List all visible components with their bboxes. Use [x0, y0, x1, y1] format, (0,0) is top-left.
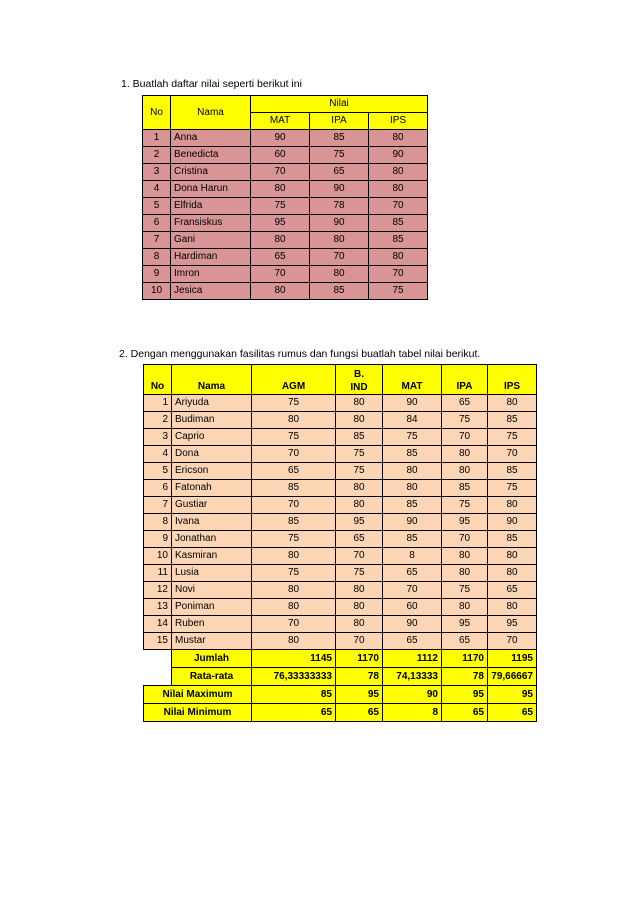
table-row: [144, 412, 537, 429]
cell-ips: 65: [488, 582, 537, 599]
cell-no: 5: [143, 198, 171, 215]
cell-mat: 75: [383, 429, 442, 446]
summary-mat: 8: [383, 704, 442, 722]
summary-agm: 85: [252, 686, 336, 704]
cell-bind: 70: [336, 548, 383, 565]
summary-mat: 1112: [383, 650, 442, 668]
col-header-agm: AGM: [252, 365, 336, 395]
cell-mat: 90: [383, 616, 442, 633]
summary-spacer: [144, 650, 172, 668]
table-row: [143, 249, 428, 266]
summary-agm: 76,33333333: [252, 668, 336, 686]
cell-ips: 80: [488, 565, 537, 582]
cell-bind: 80: [336, 412, 383, 429]
cell-agm: 70: [252, 446, 336, 463]
cell-mat: 85: [383, 497, 442, 514]
grades-table-1: [142, 95, 428, 300]
cell-bind: 80: [336, 497, 383, 514]
cell-ips: 80: [488, 548, 537, 565]
cell-ipa: 65: [310, 164, 369, 181]
cell-nama: Ivana: [172, 514, 252, 531]
cell-ips: 70: [488, 633, 537, 650]
cell-ipa: 80: [442, 446, 488, 463]
cell-ipa: 80: [442, 548, 488, 565]
table-row: [144, 429, 537, 446]
cell-mat: 90: [383, 514, 442, 531]
cell-no: 13: [144, 599, 172, 616]
cell-ipa: 85: [442, 480, 488, 497]
cell-ipa: 80: [442, 463, 488, 480]
summary-label: Nilai Minimum: [144, 704, 252, 722]
cell-bind: 70: [336, 633, 383, 650]
cell-ips: 85: [488, 531, 537, 548]
cell-nama: Poniman: [172, 599, 252, 616]
table-row: [144, 514, 537, 531]
cell-nama: Dona Harun: [171, 181, 251, 198]
cell-no: 4: [143, 181, 171, 198]
col-header-ipa: IPA: [310, 113, 369, 130]
table-row: [144, 633, 537, 650]
summary-mat: 90: [383, 686, 442, 704]
cell-bind: 75: [336, 565, 383, 582]
cell-ips: 70: [369, 198, 428, 215]
table-row: [144, 480, 537, 497]
cell-ips: 75: [488, 480, 537, 497]
cell-ipa: 70: [442, 531, 488, 548]
cell-nama: Elfrida: [171, 198, 251, 215]
summary-row: [144, 668, 537, 686]
cell-agm: 85: [252, 480, 336, 497]
cell-agm: 80: [252, 582, 336, 599]
cell-mat: 70: [251, 266, 310, 283]
table-row: [144, 395, 537, 412]
cell-bind: 80: [336, 582, 383, 599]
cell-nama: Dona: [172, 446, 252, 463]
cell-no: 7: [143, 232, 171, 249]
cell-ipa: 80: [442, 565, 488, 582]
cell-mat: 80: [251, 283, 310, 300]
summary-bind: 95: [336, 686, 383, 704]
cell-mat: 95: [251, 215, 310, 232]
cell-mat: 85: [383, 531, 442, 548]
cell-ips: 80: [488, 497, 537, 514]
col-header-bind-line1: B.: [354, 369, 364, 380]
cell-nama: Benedicta: [171, 147, 251, 164]
table-1-body: [143, 130, 428, 300]
cell-mat: 60: [383, 599, 442, 616]
cell-bind: 75: [336, 463, 383, 480]
summary-mat: 74,13333: [383, 668, 442, 686]
cell-nama: Lusia: [172, 565, 252, 582]
cell-no: 10: [143, 283, 171, 300]
col-header-mat: MAT: [251, 113, 310, 130]
cell-mat: 70: [251, 164, 310, 181]
summary-spacer: [144, 668, 172, 686]
cell-nama: Jonathan: [172, 531, 252, 548]
cell-no: 14: [144, 616, 172, 633]
table-row: [143, 164, 428, 181]
cell-agm: 75: [252, 565, 336, 582]
cell-ipa: 78: [310, 198, 369, 215]
cell-agm: 80: [252, 633, 336, 650]
cell-no: 3: [143, 164, 171, 181]
table-row: [144, 531, 537, 548]
cell-ipa: 75: [442, 412, 488, 429]
cell-nama: Hardiman: [171, 249, 251, 266]
summary-label: Rata-rata: [172, 668, 252, 686]
cell-mat: 70: [383, 582, 442, 599]
table-row: [144, 616, 537, 633]
grades-table-2: [143, 364, 537, 722]
cell-bind: 75: [336, 446, 383, 463]
summary-ips: 1195: [488, 650, 537, 668]
cell-ips: 85: [369, 215, 428, 232]
cell-mat: 85: [383, 446, 442, 463]
table-row: [144, 599, 537, 616]
cell-ipa: 80: [442, 599, 488, 616]
cell-ips: 80: [369, 181, 428, 198]
cell-agm: 80: [252, 548, 336, 565]
cell-ipa: 75: [442, 582, 488, 599]
cell-bind: 65: [336, 531, 383, 548]
cell-no: 9: [143, 266, 171, 283]
cell-nama: Jesica: [171, 283, 251, 300]
summary-ipa: 1170: [442, 650, 488, 668]
cell-no: 7: [144, 497, 172, 514]
cell-agm: 80: [252, 412, 336, 429]
col-header-bind-line2: IND: [350, 382, 368, 393]
cell-no: 5: [144, 463, 172, 480]
cell-no: 10: [144, 548, 172, 565]
cell-agm: 75: [252, 429, 336, 446]
cell-nama: Gustiar: [172, 497, 252, 514]
section1-heading: 1. Buatlah daftar nilai seperti berikut ini: [121, 78, 302, 90]
cell-ips: 70: [369, 266, 428, 283]
col-header-mat: MAT: [383, 365, 442, 395]
cell-bind: 95: [336, 514, 383, 531]
cell-bind: 80: [336, 480, 383, 497]
summary-bind: 1170: [336, 650, 383, 668]
table-row: [143, 147, 428, 164]
cell-nama: Budiman: [172, 412, 252, 429]
cell-ipa: 75: [442, 497, 488, 514]
table-row: [143, 181, 428, 198]
cell-nama: Ericson: [172, 463, 252, 480]
summary-ips: 95: [488, 686, 537, 704]
table-row: [143, 232, 428, 249]
cell-bind: 80: [336, 599, 383, 616]
cell-ips: 80: [369, 130, 428, 147]
cell-mat: 80: [251, 181, 310, 198]
cell-agm: 70: [252, 497, 336, 514]
cell-no: 1: [144, 395, 172, 412]
cell-no: 9: [144, 531, 172, 548]
cell-mat: 65: [383, 565, 442, 582]
cell-mat: 84: [383, 412, 442, 429]
cell-nama: Anna: [171, 130, 251, 147]
table-row: [143, 283, 428, 300]
cell-no: 6: [143, 215, 171, 232]
cell-agm: 65: [252, 463, 336, 480]
summary-ips: 65: [488, 704, 537, 722]
cell-mat: 60: [251, 147, 310, 164]
cell-nama: Kasmiran: [172, 548, 252, 565]
cell-bind: 85: [336, 429, 383, 446]
cell-nama: Imron: [171, 266, 251, 283]
cell-ips: 70: [488, 446, 537, 463]
cell-no: 2: [143, 147, 171, 164]
cell-ipa: 90: [310, 181, 369, 198]
summary-agm: 65: [252, 704, 336, 722]
cell-mat: 8: [383, 548, 442, 565]
cell-no: 8: [144, 514, 172, 531]
cell-nama: Novi: [172, 582, 252, 599]
summary-row: [144, 650, 537, 668]
cell-ipa: 95: [442, 616, 488, 633]
cell-ips: 90: [369, 147, 428, 164]
cell-nama: Fransiskus: [171, 215, 251, 232]
cell-agm: 80: [252, 599, 336, 616]
table-row: [144, 446, 537, 463]
summary-bind: 65: [336, 704, 383, 722]
table-row: [144, 463, 537, 480]
cell-ips: 80: [369, 249, 428, 266]
cell-mat: 80: [383, 463, 442, 480]
table-row: [143, 266, 428, 283]
section2-heading: 2. Dengan menggunakan fasilitas rumus dan fungsi buatlah tabel nilai berikut.: [119, 348, 481, 360]
summary-row: [144, 686, 537, 704]
summary-ipa: 65: [442, 704, 488, 722]
cell-nama: Fatonah: [172, 480, 252, 497]
cell-no: 8: [143, 249, 171, 266]
col-header-no: No: [143, 96, 171, 130]
cell-ips: 80: [488, 599, 537, 616]
cell-ips: 75: [369, 283, 428, 300]
cell-ips: 85: [488, 412, 537, 429]
cell-bind: 80: [336, 395, 383, 412]
cell-no: 1: [143, 130, 171, 147]
cell-ips: 85: [369, 232, 428, 249]
cell-nama: Cristina: [171, 164, 251, 181]
cell-mat: 90: [251, 130, 310, 147]
cell-ipa: 70: [442, 429, 488, 446]
cell-nama: Ariyuda: [172, 395, 252, 412]
cell-agm: 75: [252, 395, 336, 412]
summary-ipa: 95: [442, 686, 488, 704]
col-header-ips: IPS: [488, 365, 537, 395]
summary-bind: 78: [336, 668, 383, 686]
summary-label: Nilai Maximum: [144, 686, 252, 704]
col-header-bind: [336, 365, 383, 395]
summary-ips: 79,66667: [488, 668, 537, 686]
cell-ipa: 75: [310, 147, 369, 164]
cell-nama: Mustar: [172, 633, 252, 650]
cell-mat: 90: [383, 395, 442, 412]
summary-row: [144, 704, 537, 722]
col-header-nama: Nama: [171, 96, 251, 130]
cell-no: 3: [144, 429, 172, 446]
cell-ipa: 85: [310, 130, 369, 147]
cell-no: 11: [144, 565, 172, 582]
cell-bind: 80: [336, 616, 383, 633]
cell-no: 15: [144, 633, 172, 650]
table-row: [144, 497, 537, 514]
table-row: [143, 130, 428, 147]
cell-ips: 75: [488, 429, 537, 446]
cell-ipa: 95: [442, 514, 488, 531]
summary-ipa: 78: [442, 668, 488, 686]
cell-ipa: 70: [310, 249, 369, 266]
cell-no: 2: [144, 412, 172, 429]
cell-agm: 85: [252, 514, 336, 531]
summary-agm: 1145: [252, 650, 336, 668]
table-row: [144, 582, 537, 599]
cell-ipa: 65: [442, 633, 488, 650]
cell-mat: 80: [251, 232, 310, 249]
table-row: [143, 198, 428, 215]
cell-ips: 80: [369, 164, 428, 181]
cell-agm: 75: [252, 531, 336, 548]
cell-agm: 70: [252, 616, 336, 633]
cell-mat: 65: [251, 249, 310, 266]
table-row: [144, 548, 537, 565]
col-header-nama: Nama: [172, 365, 252, 395]
table-2-body: [144, 395, 537, 722]
cell-ipa: 90: [310, 215, 369, 232]
cell-ips: 80: [488, 395, 537, 412]
cell-ips: 85: [488, 463, 537, 480]
table-row: [143, 215, 428, 232]
cell-nama: Caprio: [172, 429, 252, 446]
cell-ips: 90: [488, 514, 537, 531]
col-header-ips: IPS: [369, 113, 428, 130]
cell-ips: 95: [488, 616, 537, 633]
cell-ipa: 65: [442, 395, 488, 412]
cell-nama: Ruben: [172, 616, 252, 633]
cell-ipa: 85: [310, 283, 369, 300]
summary-label: Jumlah: [172, 650, 252, 668]
col-header-no: No: [144, 365, 172, 395]
cell-ipa: 80: [310, 266, 369, 283]
cell-no: 4: [144, 446, 172, 463]
cell-mat: 65: [383, 633, 442, 650]
cell-nama: Gani: [171, 232, 251, 249]
col-header-nilai: Nilai: [251, 96, 428, 113]
col-header-ipa: IPA: [442, 365, 488, 395]
cell-no: 6: [144, 480, 172, 497]
table-row: [144, 565, 537, 582]
cell-ipa: 80: [310, 232, 369, 249]
cell-no: 12: [144, 582, 172, 599]
cell-mat: 80: [383, 480, 442, 497]
cell-mat: 75: [251, 198, 310, 215]
